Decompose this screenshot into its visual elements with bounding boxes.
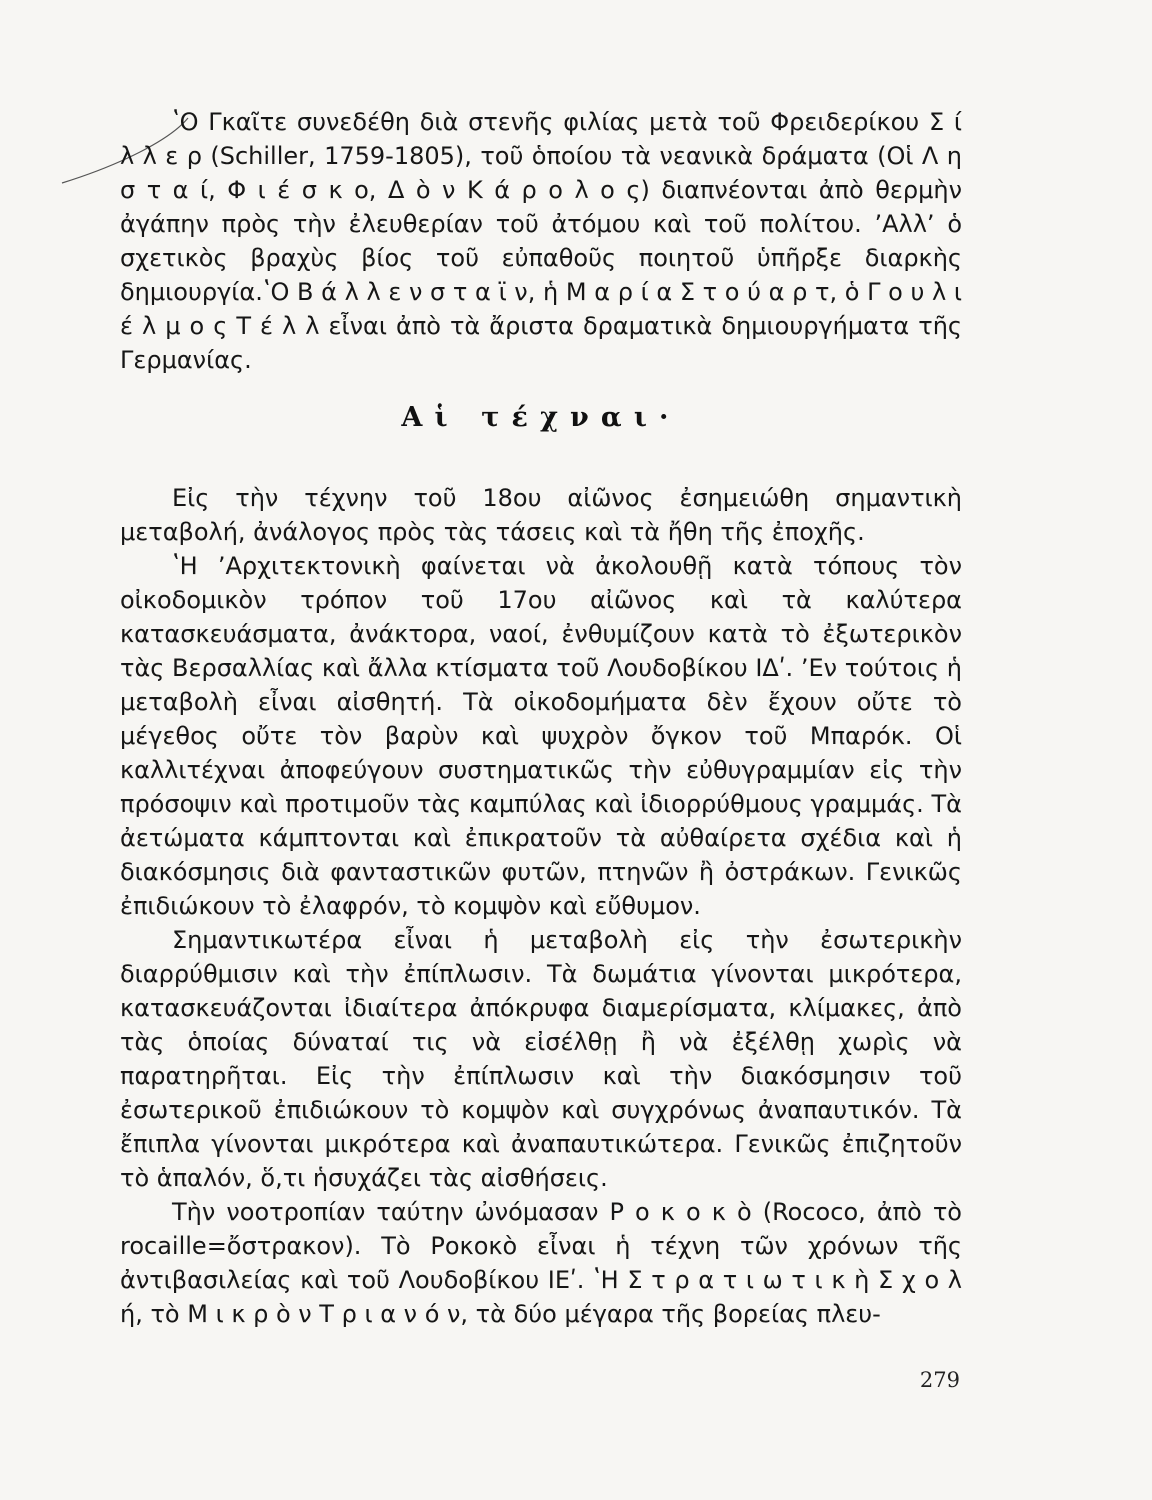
body-paragraph-4: Τὴν νοοτροπίαν ταύτην ὠνόμασαν Ρ ο κ ο κ ὸ (Rococo, ἀπὸ τὸ rocaille=ὄστρακον). Τὸ Ροκοκὸ εἶναι ἡ τέχνη τῶν χρόνων τῆς ἀντιβασιλείας καὶ τοῦ Λουδοβίκου ΙΕʹ. ʽΗ Σ τ ρ α τ ι ω τ ι κ ὴ Σ χ ο λ ή, τὸ Μ ι κ ρ ὸ ν Τ ρ ι α ν ό ν, τὰ δύο μέγαρα τῆς βορείας πλευ- [120,1198,962,1328]
body-paragraph-3: Σημαντικωτέρα εἶναι ἡ μεταβολὴ εἰς τὴν ἐσωτερικὴν διαρρύθμισιν καὶ τὴν ἐπίπλωσιν. Τὰ δωμάτια γίνονται μικρότερα, κατασκευάζονται ἰδιαίτερα ἀπόκρυφα διαμερίσματα, κλίμακες, ἀπὸ τὰς ὁποίας δύναταί τις νὰ εἰσέλθῃ ἢ νὰ ἐξέλθῃ χωρὶς νὰ παρατηρῆται. Εἰς τὴν ἐπίπλωσιν καὶ τὴν διακόσμησιν τοῦ ἐσωτερικοῦ ἐπιδιώκουν τὸ κομψὸν καὶ συγχρόνως ἀναπαυτικόν. Τὰ ἔπιπλα γίνονται μικρότερα καὶ ἀναπαυτικώτερα. Γενικῶς ἐπιζητοῦν τὸ ἁπαλόν, ὅ,τι ἡσυχάζει τὰς αἰσθήσεις. [120,926,962,1192]
intro-paragraph: ʽΟ Γκαῖτε συνεδέθη διὰ στενῆς φιλίας μετὰ τοῦ Φρειδερίκου Σ ί λ λ ε ρ (Schiller, 1759-1805), τοῦ ὁποίου τὰ νεανικὰ δράματα (Οἱ Λ η σ τ α ί, Φ ι έ σ κ ο, Δ ὸ ν Κ ά ρ ο λ ο ς) διαπνέονται ἀπὸ θερμὴν ἀγάπην πρὸς τὴν ἐλευθερίαν τοῦ ἀτόμου καὶ τοῦ πολίτου. ʼΑλλʼ ὁ σχετικὸς βραχὺς βίος τοῦ εὐπαθοῦς ποιητοῦ ὑπῆρξε διαρκὴς δημιουργία.ʽΟ Β ά λ λ ε ν σ τ α ϊ ν, ἡ Μ α ρ ί α Σ τ ο ύ α ρ τ, ὁ Γ ο υ λ ι έ λ μ ο ς Τ έ λ λ εἶναι ἀπὸ τὰ ἄριστα δραματικὰ δημιουργήματα τῆς Γερμανίας. [120,108,962,374]
intro-section [120,105,962,377]
page-number: 279 [919,1368,960,1392]
section-heading: Αἱ τέχναι· [401,402,681,433]
body-paragraph-2: ʽΗ ʼΑρχιτεκτονικὴ φαίνεται νὰ ἀκολουθῇ κατὰ τόπους τὸν οἰκοδομικὸν τρόπον τοῦ 17ου αἰῶνος καὶ τὰ καλύτερα κατασκευάσματα, ἀνάκτορα, ναοί, ἐνθυμίζουν κατὰ τὸ ἐξωτερικὸν τὰς Βερσαλλίας καὶ ἄλλα κτίσματα τοῦ Λουδοβίκου ΙΔʹ. ʼΕν τούτοις ἡ μεταβολὴ εἶναι αἰσθητή. Τὰ οἰκοδομήματα δὲν ἔχουν οὔτε τὸ μέγεθος οὔτε τὸν βαρὺν καὶ ψυχρὸν ὄγκον τοῦ Μπαρόκ. Οἱ καλλιτέχναι ἀποφεύγουν συστηματικῶς τὴν εὐθυγραμμίαν εἰς τὴν πρόσοψιν καὶ προτιμοῦν τὰς καμπύλας καὶ ἰδιορρύθμους γραμμάς. Τὰ ἀετώματα κάμπτονται καὶ ἐπικρατοῦν τὰ αὐθαίρετα σχέδια καὶ ἡ διακόσμησις διὰ φανταστικῶν φυτῶν, πτηνῶν ἢ ὀστράκων. Γενικῶς ἐπιδιώκουν τὸ ἐλαφρόν, τὸ κομψὸν καὶ εὔθυμον. [120,552,962,920]
body-paragraph-1: Εἰς τὴν τέχνην τοῦ 18ου αἰῶνος ἐσημειώθη σημαντικὴ μεταβολή, ἀνάλογος πρὸς τὰς τάσεις καὶ τὰ ἤθη τῆς ἐποχῆς. [120,484,962,546]
body-section [120,481,962,1331]
